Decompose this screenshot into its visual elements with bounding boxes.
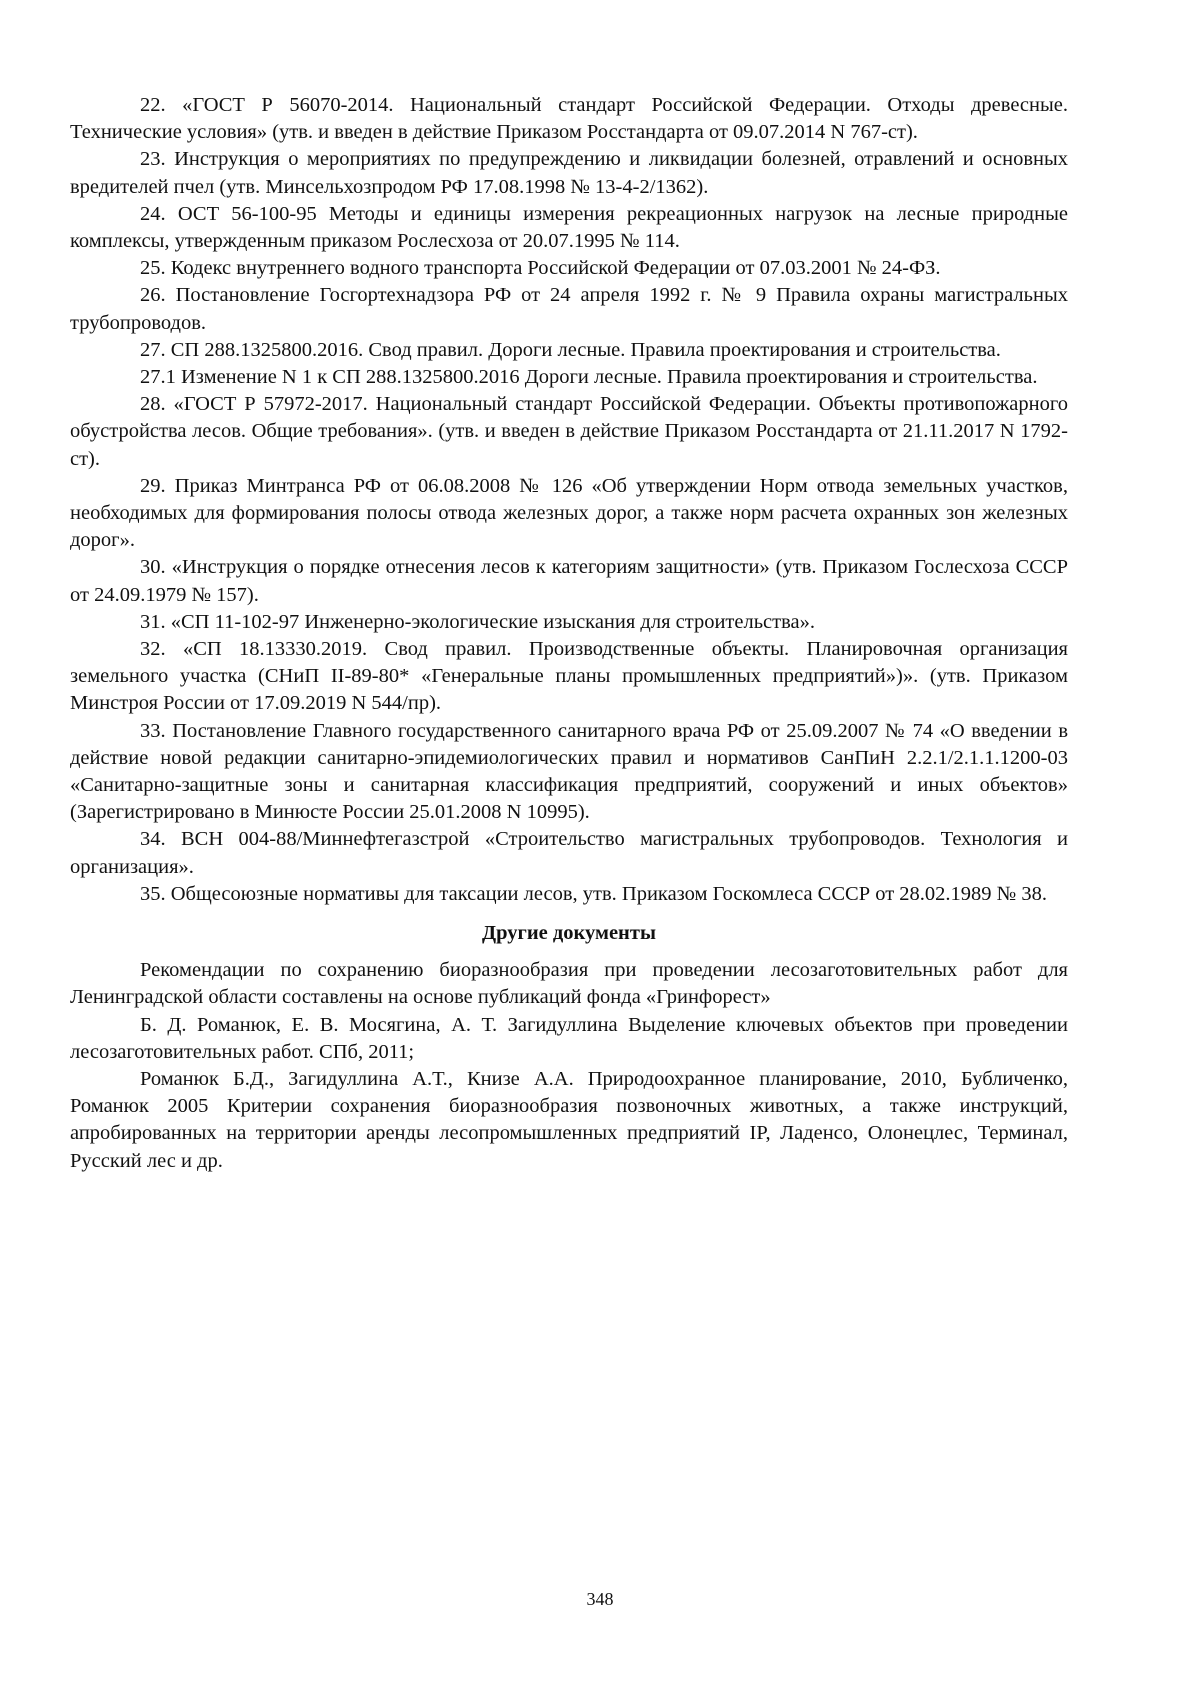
reference-item: 27.1 Изменение N 1 к СП 288.1325800.2016 Дороги лесные. Правила проектирования и строительства. — [140, 366, 1038, 389]
reference-item: 29. Приказ Минтранса РФ от 06.08.2008 № 126 «Об утверждении Норм отвода земельных участков, необходимых для формирования полосы отвода железных дорог, а также норм расчета охранных зон железных дорог». — [70, 474, 1068, 552]
reference-item: 30. «Инструкция о порядке отнесения лесов к категориям защитности» (утв. Приказом Гослесхоза СССР от 24.09.1979 № 157). — [70, 556, 1068, 606]
reference-item: 35. Общесоюзные нормативы для таксации лесов, утв. Приказом Госкомлеса СССР от 28.02.1989 № 38. — [140, 882, 1047, 905]
reference-item: 32. «СП 18.13330.2019. Свод правил. Производственные объекты. Планировочная организация земельного участка (СНиП II-89-80* «Генеральные планы промышленных предприятий»)». (утв. Приказом Минстроя России от 17.09.2019 N 544/пр). — [70, 638, 1068, 715]
reference-item: 26. Постановление Госгортехнадзора РФ от 24 апреля 1992 г. № 9 Правила охраны магистральных трубопроводов. — [70, 284, 1068, 334]
reference-item: 31. «СП 11-102-97 Инженерно-экологические изыскания для строительства». — [140, 610, 815, 633]
page-number: 348 — [586, 1589, 614, 1609]
reference-item: 23. Инструкция о мероприятиях по предупреждению и ликвидации болезней, отравлений и основных вредителей пчел (утв. Минсельхозпродом РФ 17.08.1998 № 13-4-2/1362). — [70, 148, 1068, 198]
page-content — [70, 92, 1068, 1175]
reference-item: 28. «ГОСТ Р 57972-2017. Национальный стандарт Российской Федерации. Объекты противопожарного обустройства лесов. Общие требования». (утв. и введен в действие Приказом Росстандарта от 21.11.2017 N 1792-ст). — [70, 393, 1068, 470]
other-document-item: Рекомендации по сохранению биоразнообразия при проведении лесозаготовительных работ для Ленинградской области составлены на основе публикаций фонда «Гринфорест» — [70, 959, 1068, 1009]
other-document-item: Романюк Б.Д., Загидуллина А.Т., Книзе А.А. Природоохранное планирование, 2010, Бубличенко, Романюк 2005 Критерии сохранения биоразнообразия позвоночных животных, а также инструкций, апробированных на территории аренды лесопромышленных предприятий IP, Ладенсо, Олонецлес, Терминал, Русский лес и др. — [70, 1067, 1068, 1172]
reference-item: 33. Постановление Главного государственного санитарного врача РФ от 25.09.2007 № 74 «О введении в действие новой редакции санитарно-эпидемиологических правил и нормативов СанПиН 2.2.1/2.1.1.1200-03 «Санитарно-защитные зоны и санитарная классификация предприятий, сооружений и иных объектов» (Зарегистрировано в Минюсте России 25.01.2008 N 10995). — [70, 719, 1068, 824]
reference-item: 25. Кодекс внутреннего водного транспорта Российской Федерации от 07.03.2001 № 24-ФЗ. — [140, 257, 941, 280]
reference-item: 27. СП 288.1325800.2016. Свод правил. Дороги лесные. Правила проектирования и строительства. — [140, 338, 1001, 361]
reference-item: 34. ВСН 004-88/Миннефтегазстрой «Строительство магистральных трубопроводов. Технология и организация». — [70, 828, 1068, 878]
reference-item: 24. ОСТ 56-100-95 Методы и единицы измерения рекреационных нагрузок на лесные природные комплексы, утвержденным приказом Рослесхоза от 20.07.1995 № 114. — [70, 202, 1068, 253]
section-heading: Другие документы — [482, 922, 656, 945]
other-document-item: Б. Д. Романюк, Е. В. Мосягина, А. Т. Загидуллина Выделение ключевых объектов при проведении лесозаготовительных работ. СПб, 2011; — [70, 1013, 1068, 1063]
reference-item: 22. «ГОСТ Р 56070-2014. Национальный стандарт Российской Федерации. Отходы древесные. Технические условия» (утв. и введен в действие Приказом Росстандарта от 09.07.2014 N 767-ст). — [70, 94, 1068, 144]
